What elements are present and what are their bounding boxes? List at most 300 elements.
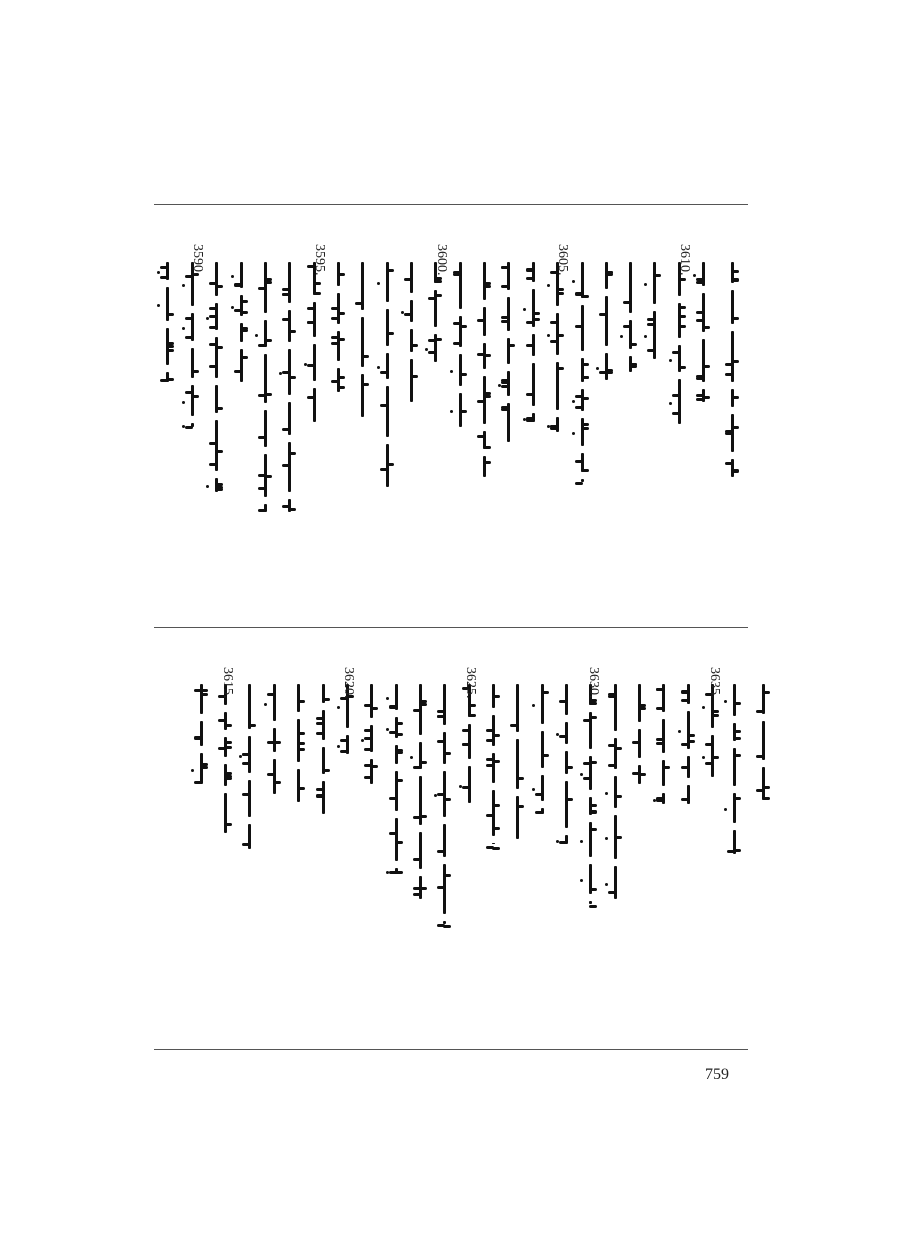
script-dot	[279, 372, 282, 375]
script-dot	[410, 756, 413, 759]
script-stroke	[483, 282, 491, 285]
script-column	[647, 262, 661, 362]
script-stroke	[681, 699, 689, 702]
script-dot	[532, 788, 535, 791]
script-stroke	[437, 850, 445, 853]
script-stroke	[380, 371, 388, 374]
script-word	[395, 745, 398, 764]
script-stroke	[526, 321, 534, 324]
script-column	[380, 262, 394, 487]
script-stroke	[267, 693, 275, 696]
script-column	[756, 684, 770, 804]
script-column	[696, 262, 710, 402]
script-stroke	[264, 339, 272, 342]
script-dot	[572, 400, 575, 403]
line-number-3635: 3635.	[707, 667, 722, 699]
script-column	[234, 262, 248, 382]
script-stroke	[316, 722, 324, 725]
script-stroke	[185, 317, 193, 320]
script-dot	[459, 785, 462, 788]
script-stroke	[516, 805, 524, 808]
script-stroke	[550, 340, 558, 343]
script-stroke	[218, 719, 226, 722]
script-stroke	[672, 412, 680, 415]
script-dot	[157, 271, 160, 274]
script-stroke	[288, 452, 296, 455]
script-stroke	[462, 729, 470, 732]
script-stroke	[282, 288, 290, 291]
script-word	[361, 317, 364, 367]
script-word	[614, 776, 617, 808]
script-stroke	[608, 891, 616, 894]
script-dot	[434, 794, 437, 797]
script-stroke	[681, 798, 689, 801]
script-stroke	[477, 400, 485, 403]
script-stroke	[331, 307, 339, 310]
script-stroke	[711, 756, 719, 759]
script-word	[297, 684, 300, 712]
script-column	[267, 684, 281, 794]
script-dot	[231, 275, 234, 278]
script-word	[581, 305, 584, 351]
script-word	[507, 297, 510, 331]
script-stroke	[589, 811, 597, 814]
script-stroke	[386, 332, 394, 335]
script-word	[200, 721, 203, 746]
script-dot	[693, 274, 696, 277]
script-stroke	[477, 435, 485, 438]
script-dot	[361, 739, 364, 742]
script-stroke	[492, 760, 500, 763]
script-column	[160, 262, 174, 382]
script-stroke	[224, 746, 232, 749]
line-number-3600: 3600.	[434, 244, 449, 276]
script-column	[437, 684, 451, 924]
script-stroke	[532, 312, 540, 315]
line-number-3605: 3605.	[555, 244, 570, 276]
script-stroke	[462, 743, 470, 746]
script-stroke	[681, 743, 689, 746]
script-dot	[596, 367, 599, 370]
line-number-3620: 3620.	[341, 667, 356, 699]
script-column	[486, 684, 500, 844]
script-stroke	[437, 740, 445, 743]
script-stroke	[297, 742, 305, 745]
script-stroke	[297, 732, 305, 735]
script-dot	[605, 792, 608, 795]
script-word	[541, 731, 544, 768]
script-stroke	[240, 329, 248, 332]
script-column	[218, 684, 232, 834]
script-stroke	[477, 319, 485, 322]
script-word	[605, 353, 608, 380]
script-stroke	[623, 301, 631, 304]
script-stroke	[632, 741, 640, 744]
script-dot	[547, 284, 550, 287]
script-stroke	[297, 748, 305, 751]
script-dot	[206, 317, 209, 320]
script-stroke	[510, 724, 518, 727]
script-stroke	[413, 766, 421, 769]
script-stroke	[258, 487, 266, 490]
script-word	[248, 780, 251, 817]
script-stroke	[581, 427, 589, 430]
script-stroke	[322, 698, 330, 701]
script-stroke	[733, 797, 741, 800]
script-dot	[724, 808, 727, 811]
script-stroke	[209, 326, 217, 329]
script-stroke	[234, 370, 242, 373]
script-stroke	[589, 905, 597, 908]
script-stroke	[242, 762, 250, 765]
script-stroke	[575, 482, 583, 485]
script-stroke	[316, 717, 324, 720]
script-column	[428, 262, 442, 362]
script-stroke	[629, 363, 637, 366]
script-word	[419, 832, 422, 869]
script-word	[191, 385, 194, 416]
script-stroke	[364, 776, 372, 779]
script-stroke	[413, 709, 421, 712]
script-stroke	[248, 724, 256, 727]
script-column	[510, 684, 524, 844]
script-stroke	[647, 349, 655, 352]
script-dot	[653, 799, 656, 802]
script-stroke	[492, 804, 500, 807]
script-word	[240, 349, 243, 382]
script-stroke	[681, 766, 689, 769]
script-stroke	[224, 724, 232, 727]
script-stroke	[215, 407, 223, 410]
script-stroke	[705, 743, 713, 746]
script-dot	[644, 283, 647, 286]
script-stroke	[731, 270, 739, 273]
script-stroke	[589, 888, 597, 891]
script-stroke	[696, 319, 704, 322]
script-dot	[386, 871, 389, 874]
script-stroke	[581, 423, 589, 426]
script-word	[264, 410, 267, 447]
script-stroke	[224, 772, 232, 775]
script-stroke	[550, 425, 558, 428]
line-number-3610: 3610.	[677, 244, 692, 276]
script-stroke	[453, 342, 461, 345]
script-stroke	[477, 353, 485, 356]
script-word	[459, 354, 462, 386]
script-stroke	[307, 307, 315, 310]
script-stroke	[756, 710, 764, 713]
script-stroke	[264, 278, 272, 281]
script-stroke	[678, 315, 686, 318]
script-stroke	[575, 325, 583, 328]
script-stroke	[605, 271, 613, 274]
script-dot	[401, 311, 404, 314]
script-word	[313, 344, 316, 381]
script-word	[614, 866, 617, 899]
script-stroke	[725, 373, 733, 376]
script-word	[653, 262, 656, 304]
script-stroke	[733, 737, 741, 740]
script-dot	[264, 703, 267, 706]
script-stroke	[556, 288, 564, 291]
script-stroke	[209, 463, 217, 466]
script-word	[516, 796, 519, 839]
script-stroke	[224, 741, 232, 744]
script-dot	[532, 704, 535, 707]
script-column	[185, 262, 199, 427]
script-dot	[206, 485, 209, 488]
script-stroke	[492, 695, 500, 698]
script-stroke	[501, 320, 509, 323]
script-dot	[702, 756, 705, 759]
script-stroke	[702, 396, 710, 399]
script-column	[355, 262, 369, 422]
script-stroke	[224, 823, 232, 826]
script-stroke	[361, 355, 369, 358]
script-stroke	[614, 747, 622, 750]
script-word	[507, 338, 510, 364]
script-word	[386, 386, 389, 437]
script-stroke	[453, 322, 461, 325]
script-stroke	[428, 351, 436, 354]
script-stroke	[437, 886, 445, 889]
script-stroke	[209, 365, 217, 368]
script-word	[273, 684, 276, 721]
script-stroke	[453, 271, 461, 274]
script-column	[291, 684, 305, 804]
script-stroke	[160, 379, 168, 382]
script-stroke	[437, 710, 445, 713]
script-stroke	[370, 765, 378, 768]
script-stroke	[437, 715, 445, 718]
script-stroke	[638, 704, 646, 707]
script-stroke	[258, 394, 266, 397]
script-stroke	[501, 381, 509, 384]
script-dot	[605, 883, 608, 886]
script-dot	[556, 733, 559, 736]
script-stroke	[258, 509, 266, 512]
script-column	[608, 684, 622, 899]
script-stroke	[331, 380, 339, 383]
script-stroke	[483, 461, 491, 464]
script-stroke	[492, 734, 500, 737]
script-word	[483, 456, 486, 477]
script-stroke	[209, 282, 217, 285]
script-stroke	[486, 729, 494, 732]
script-stroke	[410, 344, 418, 347]
script-word	[687, 785, 690, 804]
script-stroke	[288, 508, 296, 511]
script-stroke	[215, 346, 223, 349]
script-dot	[669, 359, 672, 362]
script-stroke	[273, 781, 281, 784]
script-stroke	[443, 752, 451, 755]
script-word	[459, 262, 462, 309]
script-column	[282, 262, 296, 512]
script-stroke	[486, 764, 494, 767]
script-stroke	[672, 351, 680, 354]
script-stroke	[386, 269, 394, 272]
script-stroke	[307, 396, 315, 399]
script-stroke	[185, 426, 193, 429]
script-word	[410, 300, 413, 322]
script-stroke	[331, 342, 339, 345]
script-stroke	[364, 748, 372, 751]
script-stroke	[696, 311, 704, 314]
script-stroke	[288, 330, 296, 333]
script-dot	[182, 425, 185, 428]
script-stroke	[507, 344, 515, 347]
script-stroke	[413, 893, 421, 896]
script-word	[541, 775, 544, 801]
script-word	[370, 684, 373, 718]
script-column	[316, 684, 330, 814]
script-stroke	[565, 766, 573, 769]
script-dot	[386, 728, 389, 731]
script-column	[535, 684, 549, 814]
top-rule	[154, 204, 748, 205]
script-stroke	[483, 395, 491, 398]
script-stroke	[614, 795, 622, 798]
script-column	[209, 262, 223, 492]
script-column	[725, 262, 739, 477]
script-stroke	[589, 761, 597, 764]
script-stroke	[224, 775, 232, 778]
script-stroke	[526, 393, 534, 396]
script-stroke	[559, 735, 567, 738]
script-stroke	[313, 292, 321, 295]
script-stroke	[191, 370, 199, 373]
script-dot	[377, 366, 380, 369]
script-stroke	[705, 762, 713, 765]
script-column	[575, 262, 589, 482]
script-stroke	[459, 410, 467, 413]
script-stroke	[733, 754, 741, 757]
script-stroke	[307, 364, 315, 367]
script-stroke	[733, 730, 741, 733]
script-stroke	[194, 689, 202, 692]
script-stroke	[608, 744, 616, 747]
script-stroke	[614, 836, 622, 839]
script-stroke	[535, 793, 543, 796]
script-stroke	[209, 307, 217, 310]
script-stroke	[599, 313, 607, 316]
script-stroke	[434, 338, 442, 341]
script-stroke	[443, 874, 451, 877]
script-dot	[572, 280, 575, 283]
script-stroke	[532, 318, 540, 321]
script-word	[273, 759, 276, 794]
script-stroke	[395, 841, 403, 844]
script-column	[364, 684, 378, 784]
script-stroke	[166, 342, 174, 345]
script-word	[386, 353, 389, 379]
script-stroke	[395, 751, 403, 754]
script-dot	[157, 304, 160, 307]
script-stroke	[733, 702, 741, 705]
script-stroke	[526, 419, 534, 422]
script-stroke	[209, 442, 217, 445]
script-word	[605, 296, 608, 346]
script-stroke	[629, 343, 637, 346]
script-stroke	[681, 690, 689, 693]
script-stroke	[501, 266, 509, 269]
script-stroke	[340, 739, 348, 742]
script-column	[599, 262, 613, 382]
script-word	[297, 719, 300, 762]
script-column	[404, 262, 418, 402]
script-stroke	[575, 406, 583, 409]
script-stroke	[687, 734, 695, 737]
script-stroke	[234, 283, 242, 286]
script-word	[410, 359, 413, 402]
script-stroke	[194, 781, 202, 784]
script-stroke	[556, 292, 564, 295]
script-stroke	[282, 293, 290, 296]
script-stroke	[756, 755, 764, 758]
script-column	[331, 262, 345, 392]
script-dot	[523, 418, 526, 421]
script-stroke	[437, 793, 445, 796]
script-dot	[337, 745, 340, 748]
line-number-3630: 3630.	[586, 667, 601, 699]
script-stroke	[731, 470, 739, 473]
script-stroke	[581, 376, 589, 379]
script-stroke	[443, 798, 451, 801]
script-word	[733, 684, 736, 716]
middle-rule	[154, 627, 748, 628]
script-dot	[191, 769, 194, 772]
script-stroke	[200, 693, 208, 696]
script-stroke	[282, 371, 290, 374]
script-column	[477, 262, 491, 477]
script-stroke	[589, 828, 597, 831]
script-stroke	[322, 769, 330, 772]
script-dot	[498, 384, 501, 387]
script-dot	[580, 840, 583, 843]
script-word	[614, 684, 617, 731]
script-stroke	[419, 761, 427, 764]
script-stroke	[672, 394, 680, 397]
script-word	[240, 323, 243, 342]
script-word	[468, 766, 471, 803]
script-stroke	[623, 325, 631, 328]
script-dot	[182, 284, 185, 287]
script-stroke	[267, 773, 275, 776]
script-stroke	[160, 276, 168, 279]
script-stroke	[337, 312, 345, 315]
script-stroke	[380, 468, 388, 471]
script-stroke	[428, 297, 436, 300]
script-stroke	[725, 432, 733, 435]
script-stroke	[687, 740, 695, 743]
script-word	[532, 363, 535, 406]
script-stroke	[581, 469, 589, 472]
script-stroke	[711, 714, 719, 717]
script-stroke	[370, 707, 378, 710]
script-word	[288, 310, 291, 342]
script-column	[258, 262, 272, 512]
script-stroke	[581, 397, 589, 400]
script-stroke	[419, 700, 427, 703]
script-stroke	[647, 318, 655, 321]
script-word	[288, 262, 291, 303]
script-stroke	[702, 365, 710, 368]
script-stroke	[731, 426, 739, 429]
script-stroke	[242, 843, 250, 846]
script-stroke	[556, 334, 564, 337]
script-dot	[182, 401, 185, 404]
